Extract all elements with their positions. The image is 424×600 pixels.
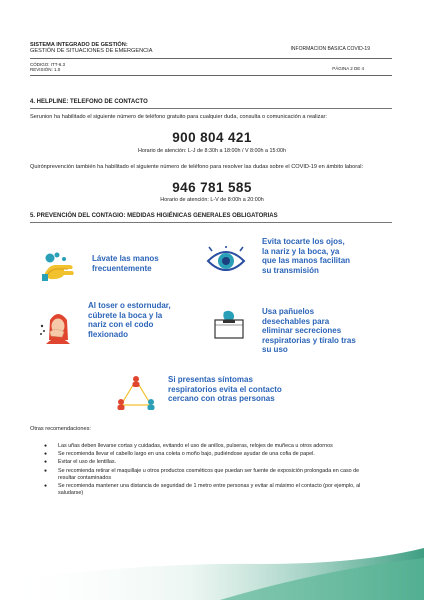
header-title: SISTEMA INTEGRADO DE GESTIÓN: xyxy=(30,42,128,48)
header-subtitle: GESTIÓN DE SITUACIONES DE EMERGENCIA xyxy=(30,48,153,55)
list-item: ● Evitar el uso de lentillas. xyxy=(44,459,376,466)
section-4-para-2: Quirónprevención también ha habilitado el siguiente número de teléfono para resolver las dudas sobre el COVID-19 en ámbito laboral: xyxy=(30,164,364,170)
list-item: ● Se recomienda mantener una distancia de seguridad de 1 metro entre personas y evitar al máximo el contacto (por ejemplo, al saludarse) xyxy=(44,483,376,497)
tip-cough-elbow: Al toser o estornudar, cúbrete la boca y la nariz con el codo flexionado xyxy=(88,301,171,339)
helpline-hours-serunion: Horario de atención: L-J de 8:30h a 18:00h / V 8:00h a 15:00h xyxy=(137,148,287,154)
people-distance-icon xyxy=(116,374,156,412)
section-4-para-1: Serunion ha habilitado el siguiente número de teléfono gratuito para cualquier duda, consulta o comunicación a realizar: xyxy=(30,114,327,120)
tip-disposable-tissues: Usa pañuelos desechables para eliminar secreciones respiratorias y tíralo tras su uso xyxy=(262,307,356,355)
hands-washing-icon xyxy=(42,250,78,282)
header-doc-type: INFORMACION BASICA COVID-19 xyxy=(290,46,370,52)
list-item: ● Las uñas deben llevarse cortas y cuidadas, evitando el uso de anillos, pulseras, relojes de muñeca u otros adornos xyxy=(44,443,376,450)
footer-wave-decoration xyxy=(0,520,424,600)
section-5-divider xyxy=(30,222,392,223)
header-divider-bottom xyxy=(30,75,392,76)
header-page-number: PÁGINA 2 DE 4 xyxy=(332,65,364,71)
eye-icon xyxy=(206,246,246,276)
document-header xyxy=(30,42,392,76)
section-4-divider xyxy=(30,108,392,109)
tissue-box-icon xyxy=(212,310,246,340)
helpline-phone-serunion: 900 804 421 xyxy=(172,130,252,145)
tip-avoid-contact: Si presentas síntomas respiratorios evita el contacto cercano con otras personas xyxy=(168,375,282,404)
section-4-title: 4. HELPLINE: TELEFONO DE CONTACTO xyxy=(30,99,148,105)
header-divider xyxy=(30,58,392,59)
tip-avoid-touching: Evita tocarte los ojos, la nariz y la boca, ya que las manos facilitan su transmisión xyxy=(262,237,351,275)
recommendations-list xyxy=(44,443,376,498)
header-revision: REVISIÓN: 1.0 xyxy=(30,67,61,73)
list-item: ● Se recomienda retirar el maquillaje u otros productos cosméticos que puedan ser fuente de exposición prolongada en caso de resultar contaminados xyxy=(44,468,376,482)
recommendations-heading: Otras recomendaciones: xyxy=(30,426,91,432)
helpline-phone-quironprevencion: 946 781 585 xyxy=(172,180,252,195)
helpline-hours-quironprevencion: Horario de atención: L-V de 8:00h a 20:00h xyxy=(160,197,264,203)
header-code: CÓDIGO: ITT-6.3 xyxy=(30,61,66,67)
sneezing-person-icon xyxy=(38,310,74,346)
section-5-title: 5. PREVENCIÓN DEL CONTAGIO: MEDIDAS HIGIÉNICAS GENERALES OBLIGATORIAS xyxy=(30,213,278,219)
list-item: ● Se recomienda llevar el cabello largo en una coleta o moño bajo, pudiéndose ayudar de una cofia de papel. xyxy=(44,451,376,458)
tip-wash-hands: Lávate las manos frecuentemente xyxy=(92,254,159,273)
